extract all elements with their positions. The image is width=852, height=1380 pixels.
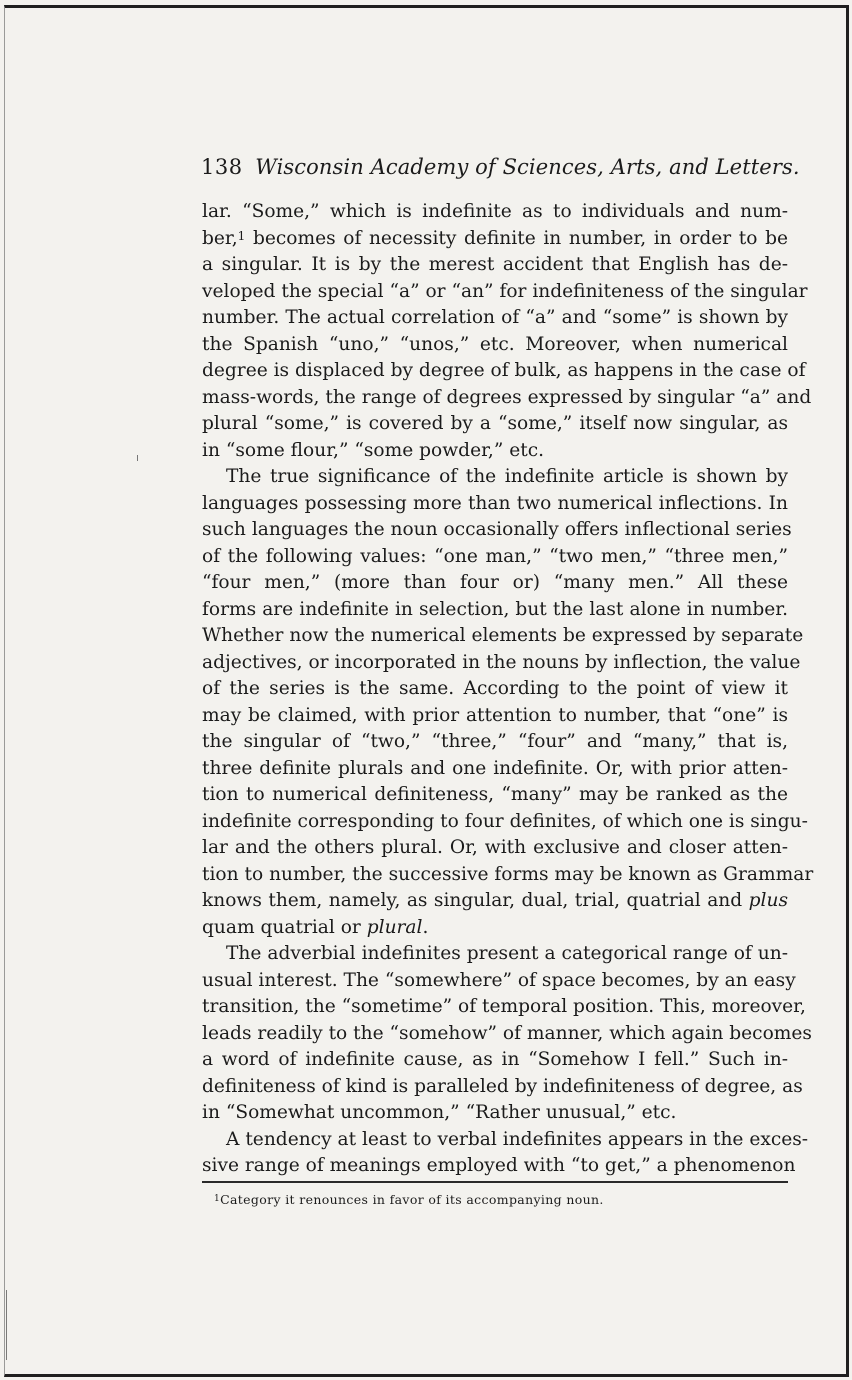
- text-line: veloped the special “a” or “an” for indefiniteness of the singular: [202, 280, 808, 302]
- page-edge: [6, 1290, 7, 1360]
- paragraph-2: [202, 464, 814, 941]
- text-line: definiteness of kind is paralleled by indefiniteness of degree, as: [202, 1075, 803, 1097]
- running-header: [201, 153, 800, 181]
- body-text: [202, 199, 814, 1180]
- text-line: of the following values: “one man,” “two men,” “three men,”: [202, 545, 788, 567]
- text-line: adjectives, or incorporated in the nouns by inflection, the value: [202, 651, 801, 673]
- text-line: languages possessing more than two numerical inflections. In: [202, 492, 788, 514]
- footnote-divider: [202, 1181, 788, 1183]
- page-number: 138: [201, 155, 243, 179]
- text-fragment: ber,: [202, 227, 238, 249]
- footnote-reference: 1: [237, 228, 246, 243]
- italic-term: plus: [748, 890, 788, 911]
- text-line: the singular of “two,” “three,” “four” and “many,” that is,: [202, 731, 788, 752]
- text-line: [202, 915, 788, 942]
- text-line: forms are indefinite in selection, but the last alone in number.: [202, 598, 788, 620]
- text-line: plural “some,” is covered by a “some,” itself now singular, as: [202, 413, 788, 434]
- footnote: [214, 1191, 604, 1209]
- text-line: [202, 226, 788, 253]
- text-line: a singular. It is by the merest accident that English has de-: [202, 254, 788, 275]
- text-line: Whether now the numerical elements be expressed by separate: [202, 625, 804, 646]
- text-fragment: becomes of necessity definite in number, in order to be: [245, 227, 788, 249]
- text-line: lar and the others plural. Or, with exclusive and closer atten-: [202, 837, 788, 858]
- text-line: sive range of meanings employed with “to get,” a phenomenon: [202, 1155, 796, 1176]
- text-line: A tendency at least to verbal indefinites appears in the exces-: [226, 1128, 809, 1150]
- text-line: such languages the noun occasionally offers inflectional series: [202, 519, 792, 540]
- text-fragment: quam quatrial or: [202, 916, 367, 938]
- text-line: number. The actual correlation of “a” and “some” is shown by: [202, 307, 788, 328]
- paragraph-3: [202, 941, 812, 1127]
- text-line: leads readily to the “somehow” of manner, which again becomes: [202, 1022, 812, 1044]
- text-line: The adverbial indefinites present a categorical range of un-: [226, 943, 788, 964]
- text-line: tion to numerical definiteness, “many” may be ranked as the: [202, 784, 788, 805]
- footnote-text: Category it renounces in favor of its accompanying noun.: [220, 1192, 604, 1207]
- running-title: Wisconsin Academy of Sciences, Arts, and Letters.: [255, 155, 800, 179]
- text-line: in “some flour,” “some powder,” etc.: [202, 439, 545, 461]
- text-line: in “Somewhat uncommon,” “Rather unusual,” etc.: [202, 1102, 677, 1123]
- text-line: a word of indefinite cause, as in “Somehow I fell.” Such in-: [202, 1049, 788, 1070]
- text-line: the Spanish “uno,” “unos,” etc. Moreover, when numerical: [202, 333, 788, 355]
- text-line: usual interest. The “somewhere” of space becomes, by an easy: [202, 969, 796, 991]
- text-fragment: knows them, namely, as singular, dual, trial, quatrial and: [202, 890, 749, 911]
- paragraph-1: [202, 199, 812, 464]
- text-line: degree is displaced by degree of bulk, as happens in the case of: [202, 360, 806, 381]
- text-line: [202, 888, 788, 915]
- text-line: transition, the “sometime” of temporal position. This, moreover,: [202, 996, 806, 1017]
- text-line: may be claimed, with prior attention to number, that “one” is: [202, 704, 788, 726]
- text-line: “four men,” (more than four or) “many men.” All these: [202, 572, 788, 593]
- footnote-marker: 1: [214, 1194, 221, 1204]
- text-line: mass-words, the range of degrees expressed by singular “a” and: [202, 386, 812, 408]
- text-fragment: .: [422, 916, 429, 938]
- scan-speck: [137, 455, 138, 461]
- text-line: lar. “Some,” which is indefinite as to individuals and num-: [202, 201, 788, 222]
- text-line: indefinite corresponding to four definites, of which one is singu-: [202, 810, 808, 832]
- text-line: The true significance of the indefinite article is shown by: [226, 466, 788, 487]
- italic-term: plural: [366, 916, 423, 938]
- text-line: tion to number, the successive forms may be known as Grammar: [202, 863, 814, 885]
- text-line: three definite plurals and one indefinite. Or, with prior atten-: [202, 757, 788, 779]
- text-line: of the series is the same. According to the point of view it: [202, 678, 788, 699]
- paragraph-4: [202, 1127, 809, 1180]
